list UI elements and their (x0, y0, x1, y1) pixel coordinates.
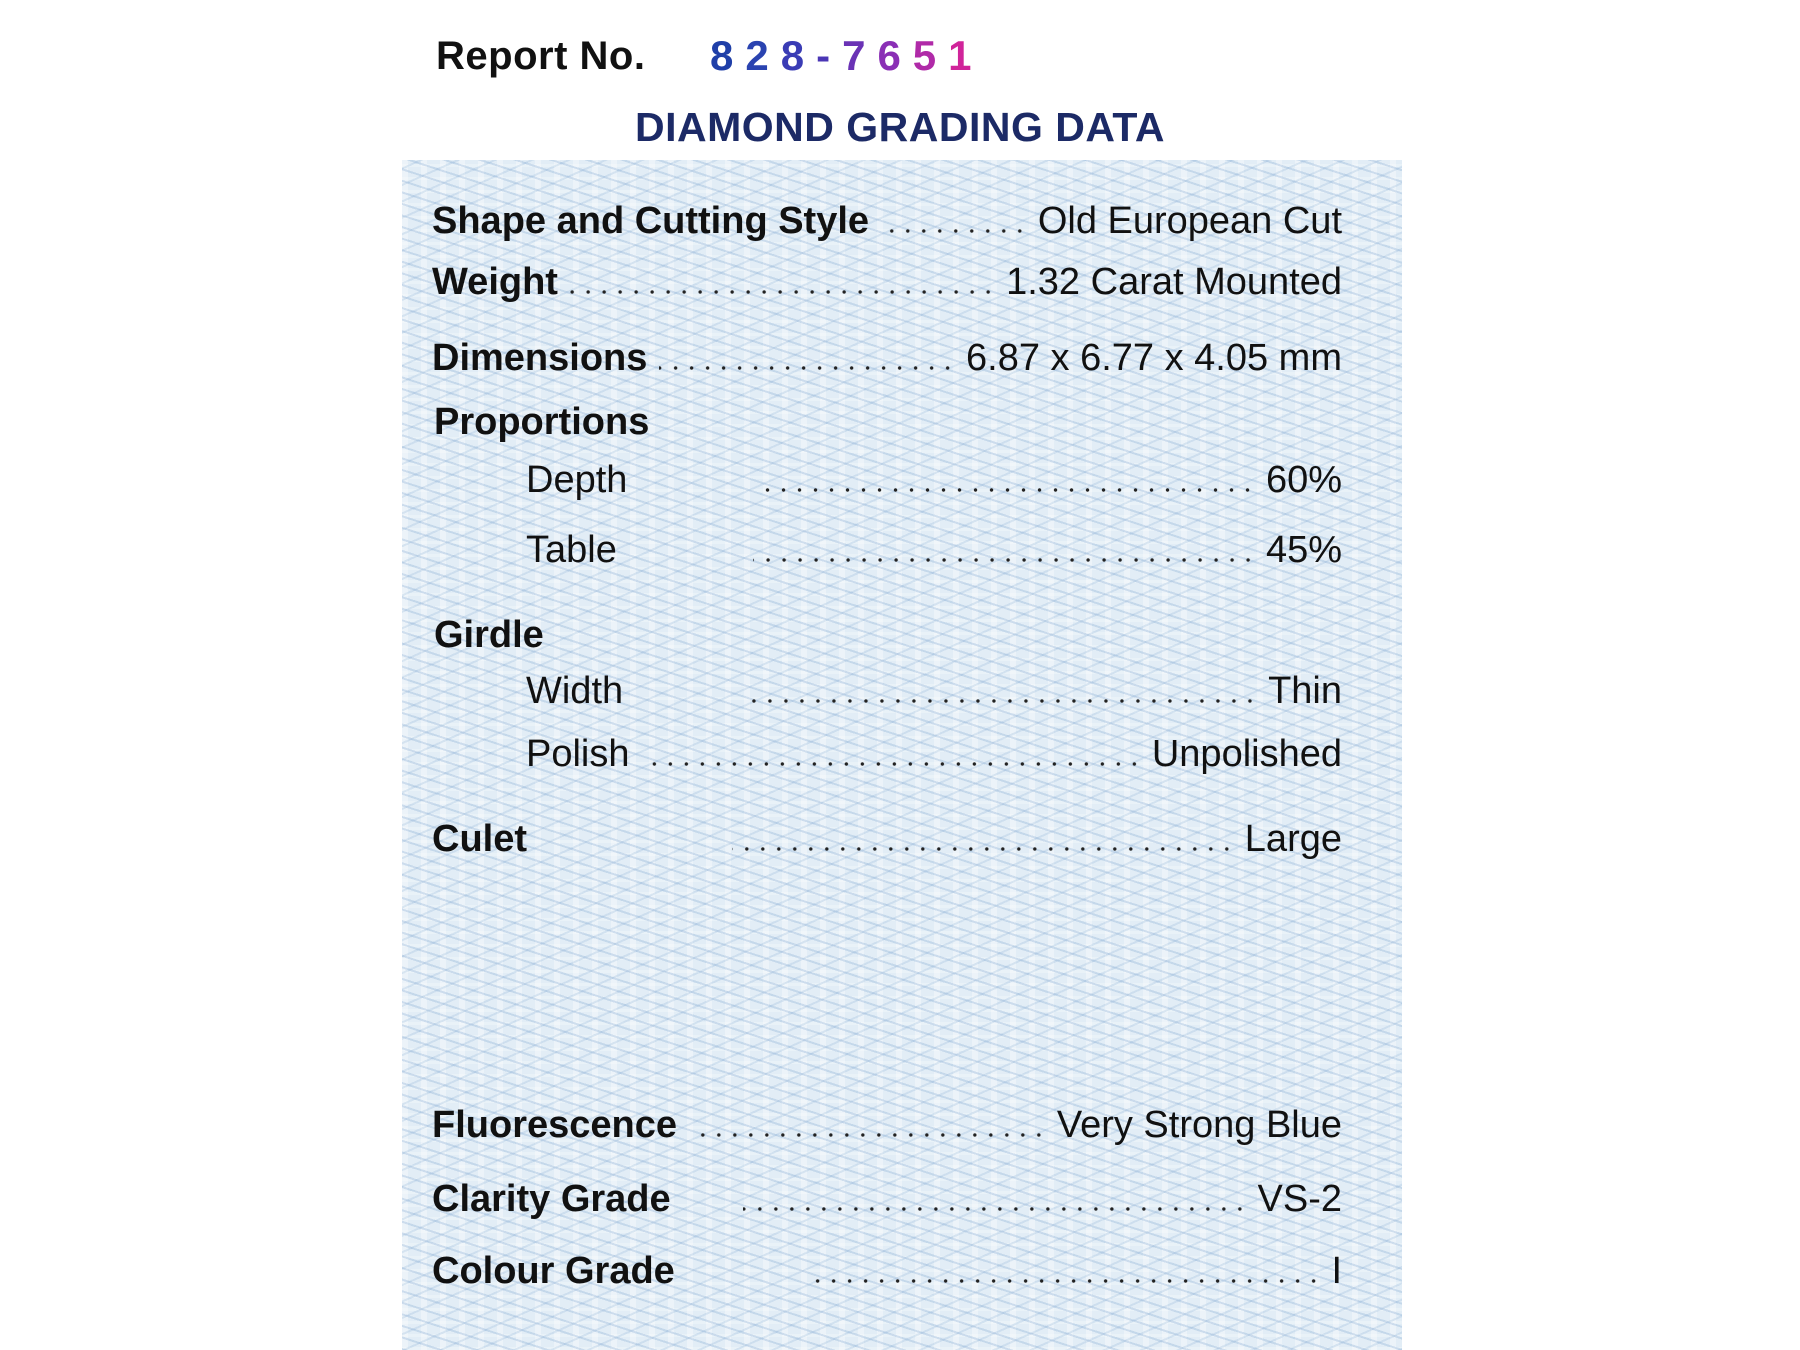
report-number (710, 32, 984, 80)
dot-leader (751, 699, 1258, 703)
colour-value: I (1331, 1250, 1342, 1292)
report-number-char: - (816, 32, 831, 79)
culet-value: Large (1244, 818, 1342, 860)
shape-label: Shape and Cutting Style (432, 200, 870, 242)
dot-leader (753, 558, 1256, 562)
clarity-label: Clarity Grade (432, 1178, 671, 1220)
row-clarity-grade (432, 1168, 1342, 1220)
weight-value: 1.32 Carat Mounted (1006, 261, 1342, 303)
report-number-char: 2 (745, 32, 769, 79)
dot-leader (815, 1279, 1322, 1283)
girdle-width-value: Thin (1268, 670, 1342, 712)
culet-label: Culet (432, 818, 527, 860)
row-depth (432, 449, 1342, 501)
report-number-char: 5 (912, 32, 937, 79)
fluorescence-value: Very Strong Blue (1056, 1104, 1342, 1146)
row-table (432, 519, 1342, 571)
dot-leader (743, 1207, 1248, 1211)
report-label: Report No. (436, 34, 646, 78)
row-girdle-polish (432, 723, 1342, 775)
report-number-char: 8 (780, 32, 805, 79)
report-number-char: 6 (877, 32, 901, 79)
dot-leader (689, 1133, 1047, 1137)
clarity-value: VS-2 (1257, 1178, 1342, 1220)
girdle-polish-label: Polish (526, 733, 630, 775)
report-header (436, 28, 1136, 90)
row-weight (432, 251, 1342, 303)
report-number-char: 7 (842, 32, 866, 79)
weight-label: Weight (432, 261, 558, 303)
proportions-heading: Proportions (434, 401, 650, 443)
dot-leader (732, 847, 1235, 851)
report-number-char: 8 (710, 32, 734, 79)
girdle-heading: Girdle (434, 614, 544, 656)
dot-leader (642, 762, 1142, 766)
row-culet (432, 808, 1342, 860)
row-dimensions (432, 327, 1342, 379)
row-shape-and-cutting-style (432, 190, 1342, 242)
row-colour-grade (432, 1240, 1342, 1292)
dot-leader (757, 488, 1256, 492)
shape-value: Old European Cut (1037, 200, 1342, 242)
depth-value: 60% (1265, 459, 1342, 501)
girdle-polish-value: Unpolished (1151, 733, 1342, 775)
dot-leader (570, 290, 996, 294)
depth-label: Depth (526, 459, 628, 501)
dimensions-label: Dimensions (432, 337, 648, 379)
girdle-width-label: Width (526, 670, 624, 712)
table-value: 45% (1265, 529, 1342, 571)
dot-leader (881, 229, 1028, 233)
fluorescence-label: Fluorescence (432, 1104, 677, 1146)
row-fluorescence (432, 1094, 1342, 1146)
table-label: Table (526, 529, 617, 571)
row-girdle-width (432, 660, 1342, 712)
report-number-char: 1 (948, 32, 972, 79)
document-title: DIAMOND GRADING DATA (634, 104, 1166, 150)
dot-leader (659, 366, 956, 370)
dimensions-value: 6.87 x 6.77 x 4.05 mm (966, 337, 1342, 379)
colour-label: Colour Grade (432, 1250, 675, 1292)
